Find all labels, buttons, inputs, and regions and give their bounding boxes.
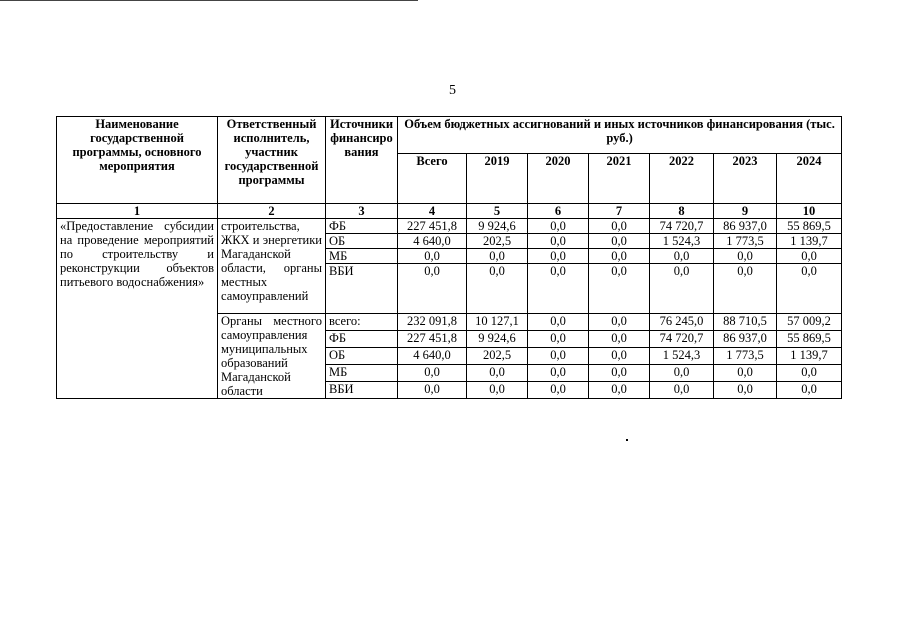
value-cell: 0,0 bbox=[589, 314, 650, 331]
value-cell: 0,0 bbox=[714, 365, 777, 382]
header-year: 2019 bbox=[467, 154, 528, 204]
value-cell: 232 091,8 bbox=[398, 314, 467, 331]
value-cell: 0,0 bbox=[589, 382, 650, 399]
value-cell: 0,0 bbox=[650, 382, 714, 399]
value-cell: 86 937,0 bbox=[714, 219, 777, 234]
value-cell: 74 720,7 bbox=[650, 331, 714, 348]
budget-table bbox=[56, 116, 842, 399]
header-year: 2024 bbox=[777, 154, 842, 204]
value-cell: 86 937,0 bbox=[714, 331, 777, 348]
value-cell: 202,5 bbox=[467, 234, 528, 249]
value-cell: 0,0 bbox=[528, 234, 589, 249]
table-row bbox=[57, 219, 842, 234]
value-cell: 1 773,5 bbox=[714, 234, 777, 249]
value-cell: 0,0 bbox=[714, 264, 777, 314]
column-index: 2 bbox=[218, 204, 326, 219]
value-cell: 1 139,7 bbox=[777, 348, 842, 365]
source-cell: МБ bbox=[326, 249, 398, 264]
column-index: 7 bbox=[589, 204, 650, 219]
value-cell: 74 720,7 bbox=[650, 219, 714, 234]
header-financing-volume: Объем бюджетных ассигнований и иных источников финансирования (тыс. руб.) bbox=[398, 117, 842, 154]
value-cell: 0,0 bbox=[589, 234, 650, 249]
value-cell: 0,0 bbox=[777, 365, 842, 382]
value-cell: 0,0 bbox=[398, 264, 467, 314]
value-cell: 0,0 bbox=[650, 264, 714, 314]
column-index: 9 bbox=[714, 204, 777, 219]
column-index: 4 bbox=[398, 204, 467, 219]
column-index: 5 bbox=[467, 204, 528, 219]
header-year: 2023 bbox=[714, 154, 777, 204]
header-year: 2020 bbox=[528, 154, 589, 204]
value-cell: 0,0 bbox=[398, 365, 467, 382]
header-executor: Ответственный исполнитель, участник государственной программы bbox=[218, 117, 326, 204]
header-sources: Источники финансиро вания bbox=[326, 117, 398, 204]
value-cell: 202,5 bbox=[467, 348, 528, 365]
value-cell: 0,0 bbox=[589, 331, 650, 348]
value-cell: 0,0 bbox=[528, 382, 589, 399]
source-cell: МБ bbox=[326, 365, 398, 382]
value-cell: 0,0 bbox=[467, 249, 528, 264]
executor-1: строительства, ЖКХ и энергетики Магаданской области, органы местных самоуправлений bbox=[218, 219, 326, 314]
header-year: Всего bbox=[398, 154, 467, 204]
value-cell: 88 710,5 bbox=[714, 314, 777, 331]
value-cell: 0,0 bbox=[589, 365, 650, 382]
value-cell: 1 773,5 bbox=[714, 348, 777, 365]
value-cell: 0,0 bbox=[589, 348, 650, 365]
value-cell: 0,0 bbox=[528, 219, 589, 234]
value-cell: 0,0 bbox=[528, 264, 589, 314]
column-index: 1 bbox=[57, 204, 218, 219]
value-cell: 0,0 bbox=[714, 249, 777, 264]
value-cell: 1 139,7 bbox=[777, 234, 842, 249]
value-cell: 227 451,8 bbox=[398, 219, 467, 234]
value-cell: 0,0 bbox=[398, 249, 467, 264]
value-cell: 57 009,2 bbox=[777, 314, 842, 331]
value-cell: 0,0 bbox=[714, 382, 777, 399]
column-index: 10 bbox=[777, 204, 842, 219]
scan-speck bbox=[626, 439, 628, 441]
value-cell: 0,0 bbox=[589, 219, 650, 234]
header-year: 2022 bbox=[650, 154, 714, 204]
value-cell: 0,0 bbox=[650, 249, 714, 264]
value-cell: 1 524,3 bbox=[650, 348, 714, 365]
value-cell: 10 127,1 bbox=[467, 314, 528, 331]
value-cell: 55 869,5 bbox=[777, 219, 842, 234]
value-cell: 4 640,0 bbox=[398, 348, 467, 365]
value-cell: 76 245,0 bbox=[650, 314, 714, 331]
executor-2: Органы местного самоуправления муниципальных образований Магаданской области bbox=[218, 314, 326, 399]
source-cell: ОБ bbox=[326, 348, 398, 365]
value-cell: 0,0 bbox=[777, 382, 842, 399]
header-program-name: Наименование государственной программы, основного мероприятия bbox=[57, 117, 218, 204]
value-cell: 0,0 bbox=[467, 365, 528, 382]
page-number: 5 bbox=[449, 83, 456, 98]
source-cell: ОБ bbox=[326, 234, 398, 249]
value-cell: 55 869,5 bbox=[777, 331, 842, 348]
value-cell: 0,0 bbox=[467, 264, 528, 314]
measure-name: «Предоставление субсидии на проведение мероприятий по строительству и реконструкции объектов питьевого водоснабжения» bbox=[57, 219, 218, 399]
value-cell: 4 640,0 bbox=[398, 234, 467, 249]
column-index: 8 bbox=[650, 204, 714, 219]
value-cell: 0,0 bbox=[589, 264, 650, 314]
value-cell: 227 451,8 bbox=[398, 331, 467, 348]
column-index: 6 bbox=[528, 204, 589, 219]
value-cell: 1 524,3 bbox=[650, 234, 714, 249]
column-index: 3 bbox=[326, 204, 398, 219]
value-cell: 0,0 bbox=[467, 382, 528, 399]
value-cell: 0,0 bbox=[777, 264, 842, 314]
value-cell: 0,0 bbox=[528, 331, 589, 348]
value-cell: 0,0 bbox=[528, 314, 589, 331]
value-cell: 0,0 bbox=[528, 249, 589, 264]
top-rule bbox=[0, 0, 418, 1]
source-cell: ВБИ bbox=[326, 264, 398, 314]
source-cell: всего: bbox=[326, 314, 398, 331]
header-year: 2021 bbox=[589, 154, 650, 204]
value-cell: 9 924,6 bbox=[467, 331, 528, 348]
source-cell: ФБ bbox=[326, 219, 398, 234]
value-cell: 0,0 bbox=[589, 249, 650, 264]
value-cell: 0,0 bbox=[528, 365, 589, 382]
source-cell: ФБ bbox=[326, 331, 398, 348]
value-cell: 0,0 bbox=[528, 348, 589, 365]
value-cell: 0,0 bbox=[650, 365, 714, 382]
value-cell: 0,0 bbox=[398, 382, 467, 399]
value-cell: 0,0 bbox=[777, 249, 842, 264]
source-cell: ВБИ bbox=[326, 382, 398, 399]
value-cell: 9 924,6 bbox=[467, 219, 528, 234]
